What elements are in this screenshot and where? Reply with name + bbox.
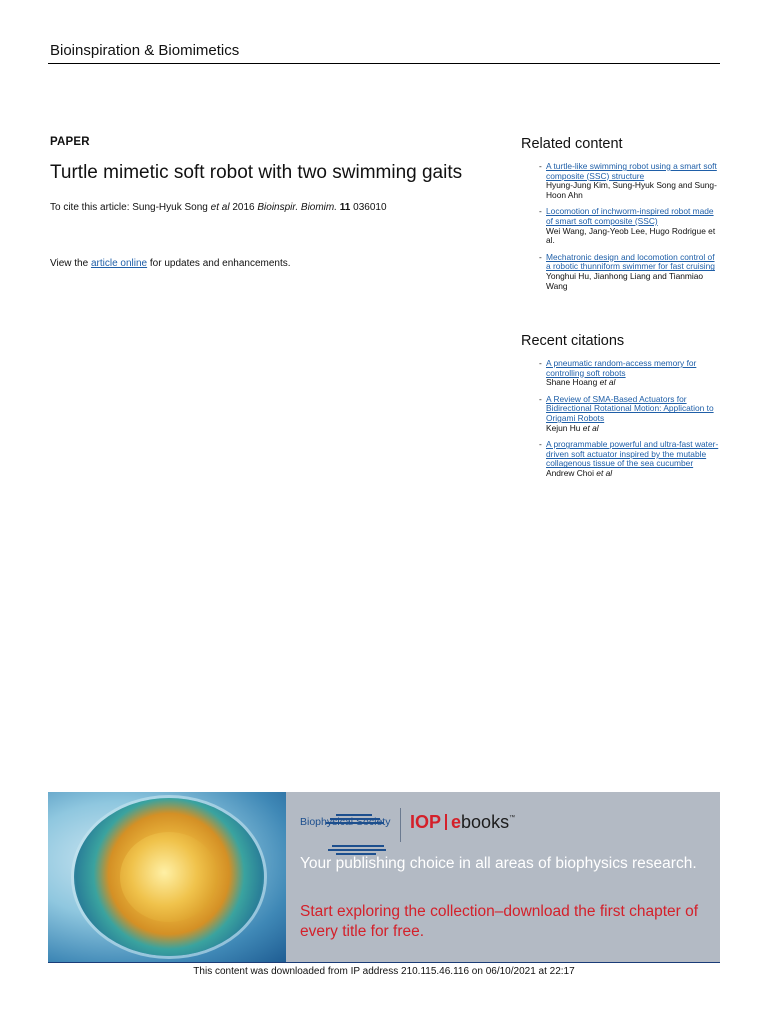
header-divider (48, 63, 720, 64)
related-item-authors: Hyung-Jung Kim, Sung-Hyuk Song and Sung-Hoon Ahn (546, 180, 717, 200)
citation-item: - A Review of SMA-Based Actuators for Bidirectional Rotational Motion: Application to Origami Robots Kejun Hu et al (539, 393, 714, 433)
cell-image (48, 792, 286, 962)
citation-item: - A programmable powerful and ultra-fast water-driven soft actuator inspired by the mutable collagenous tissue of the sea cucumber Andrew Choi et al (539, 439, 719, 478)
recent-citations-heading: Recent citations (521, 333, 625, 349)
view-prefix: View the (50, 258, 91, 269)
article-type-label: PAPER (50, 136, 90, 148)
related-item-link[interactable]: Mechatronic design and locomotion control of a robotic thunniform swimmer for fast cruising (546, 251, 715, 272)
citation-item-link[interactable]: A Review of SMA-Based Actuators for Bidirectional Rotational Motion: Application to Origami Robots (546, 393, 714, 423)
citation-item-link[interactable]: A pneumatic random-access memory for controlling soft robots (546, 358, 697, 378)
biophysical-society-name: Biophysical Society (300, 816, 391, 828)
iop-mark: IOP (410, 812, 442, 832)
related-item: - A turtle-like swimming robot using a smart soft composite (SSC) structure Hyung-Jung Kim, Sung-Hyuk Song and Sung-Hoon Ahn (539, 162, 721, 200)
cite-article: 036010 (350, 202, 387, 213)
citation-item-author: Andrew Choi (546, 467, 594, 478)
citation-item: - A pneumatic random-access memory for controlling soft robots Shane Hoang et al (539, 358, 697, 388)
ebooks-banner[interactable] (48, 792, 720, 963)
cite-prefix: To cite this article: Sung-Hyuk Song (50, 202, 211, 213)
cite-journal: Bioinspir. Biomim. (257, 202, 338, 213)
related-item: - Locomotion of inchworm-inspired robot made of smart soft composite (SSC) Wei Wang, Jang-Yeob Lee, Hugo Rodrigue et al. (539, 207, 721, 245)
banner-call-to-action: Start exploring the collection–download the first chapter of every title for free. (300, 903, 699, 940)
banner-tagline: Your publishing choice in all areas of biophysics research. (300, 855, 697, 872)
related-item-authors: Wei Wang, Jang-Yeob Lee, Hugo Rodrigue et al. (546, 225, 716, 246)
related-item-link[interactable]: A turtle-like swimming robot using a smart soft composite (SSC) structure (546, 161, 717, 181)
citation-item-author: Kejun Hu (546, 422, 581, 433)
citation-line (50, 202, 387, 213)
journal-name: Bioinspiration & Biomimetics (50, 42, 240, 59)
article-title: Turtle mimetic soft robot with two swimming gaits (50, 162, 463, 183)
recent-citations-list (539, 359, 721, 486)
download-notice: This content was downloaded from IP address 210.115.46.116 on 06/10/2021 at 22:17 (193, 966, 575, 977)
logo-divider (400, 808, 401, 842)
cite-year: 2016 (229, 202, 258, 213)
related-item-link[interactable]: Locomotion of inchworm-inspired robot made of smart soft composite (SSC) (546, 206, 714, 226)
citation-item-etal: et al (599, 377, 616, 388)
related-item-authors: Yonghui Hu, Jianhong Liang and Tianmiao Wang (546, 270, 704, 291)
related-content-list (539, 162, 721, 298)
cite-etal: et al (210, 202, 230, 213)
iop-ebooks-logo: IOP ebooks™ (410, 812, 516, 832)
citation-item-etal: et al (582, 422, 599, 433)
view-online-line (50, 258, 291, 269)
citation-item-link[interactable]: A programmable powerful and ultra-fast water-driven soft actuator inspired by the mutable collagenous tissue of the sea cucumber (546, 439, 719, 469)
cite-volume: 11 (339, 202, 351, 213)
citation-item-etal: et al (596, 467, 613, 478)
view-suffix: for updates and enhancements. (147, 258, 291, 269)
related-content-heading: Related content (521, 136, 623, 152)
article-online-link[interactable]: article online (90, 258, 148, 269)
related-item: - Mechatronic design and locomotion control of a robotic thunniform swimmer for fast cruising Yonghui Hu, Jianhong Liang and Tianmiao Wang (539, 253, 721, 291)
citation-item-author: Shane Hoang (546, 377, 598, 388)
